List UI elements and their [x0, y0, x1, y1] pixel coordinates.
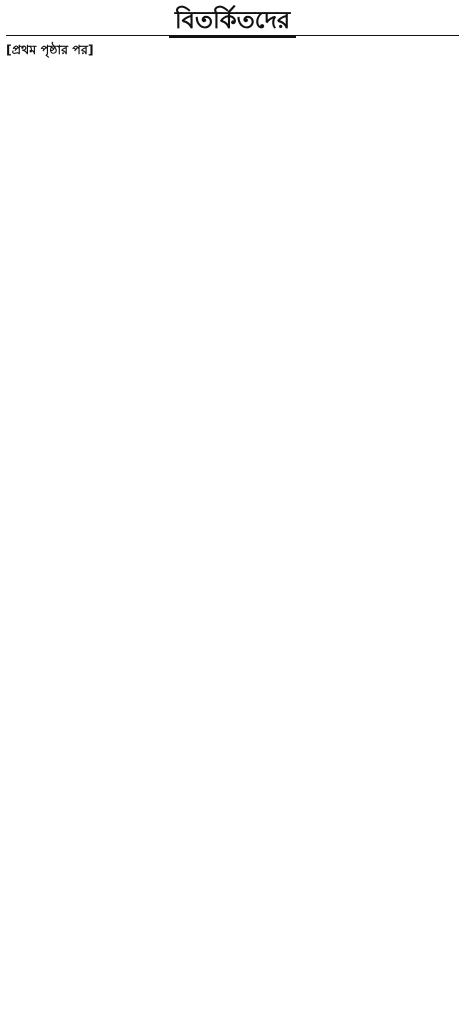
body-line: [6, 928, 459, 947]
body-line: [6, 79, 459, 98]
body-line: [6, 272, 459, 291]
body-line: [6, 619, 459, 638]
body-line: [6, 638, 459, 657]
body-line: [6, 503, 459, 522]
body-line: [6, 600, 459, 619]
body-line: [6, 233, 459, 252]
body-line: [6, 368, 459, 387]
body-line: [6, 542, 459, 561]
body-line: [6, 98, 459, 117]
body-line: [6, 117, 459, 136]
body-line: [6, 812, 459, 831]
body-line: [6, 291, 459, 310]
body-line: [6, 156, 459, 175]
body-line: [6, 310, 459, 329]
body-line: [6, 407, 459, 426]
body-line: [6, 426, 459, 445]
body-line: [6, 175, 459, 194]
body-line: [6, 658, 459, 677]
body-line: [6, 580, 459, 599]
body-line: [6, 445, 459, 464]
body-line: [6, 735, 459, 754]
body-line: [6, 870, 459, 889]
body-line: [6, 754, 459, 773]
body-line: [6, 966, 459, 985]
body-line: [6, 465, 459, 484]
article-body: [6, 40, 459, 1006]
body-line: [6, 793, 459, 812]
body-line: [6, 214, 459, 233]
body-line: [6, 349, 459, 368]
body-line: [6, 561, 459, 580]
body-line: [6, 194, 459, 213]
body-line: [6, 40, 459, 59]
body-line: [6, 484, 459, 503]
body-line: [6, 59, 459, 78]
continued-label: [প্রথম পৃষ্ঠার পর]: [6, 42, 94, 57]
headline-rule: [6, 35, 459, 36]
body-line: [6, 850, 459, 869]
body-line: [6, 329, 459, 348]
body-line: [6, 677, 459, 696]
body-line: [6, 947, 459, 966]
body-line: [6, 908, 459, 927]
body-line: [6, 773, 459, 792]
headline: বিতর্কিতদের: [169, 6, 296, 38]
body-line: [6, 696, 459, 715]
body-line: [6, 136, 459, 155]
body-line: [6, 387, 459, 406]
headline-area: [0, 6, 465, 38]
body-line: [6, 252, 459, 271]
body-line: [6, 831, 459, 850]
body-line: [6, 522, 459, 541]
body-line: [6, 889, 459, 908]
body-line: [6, 715, 459, 734]
